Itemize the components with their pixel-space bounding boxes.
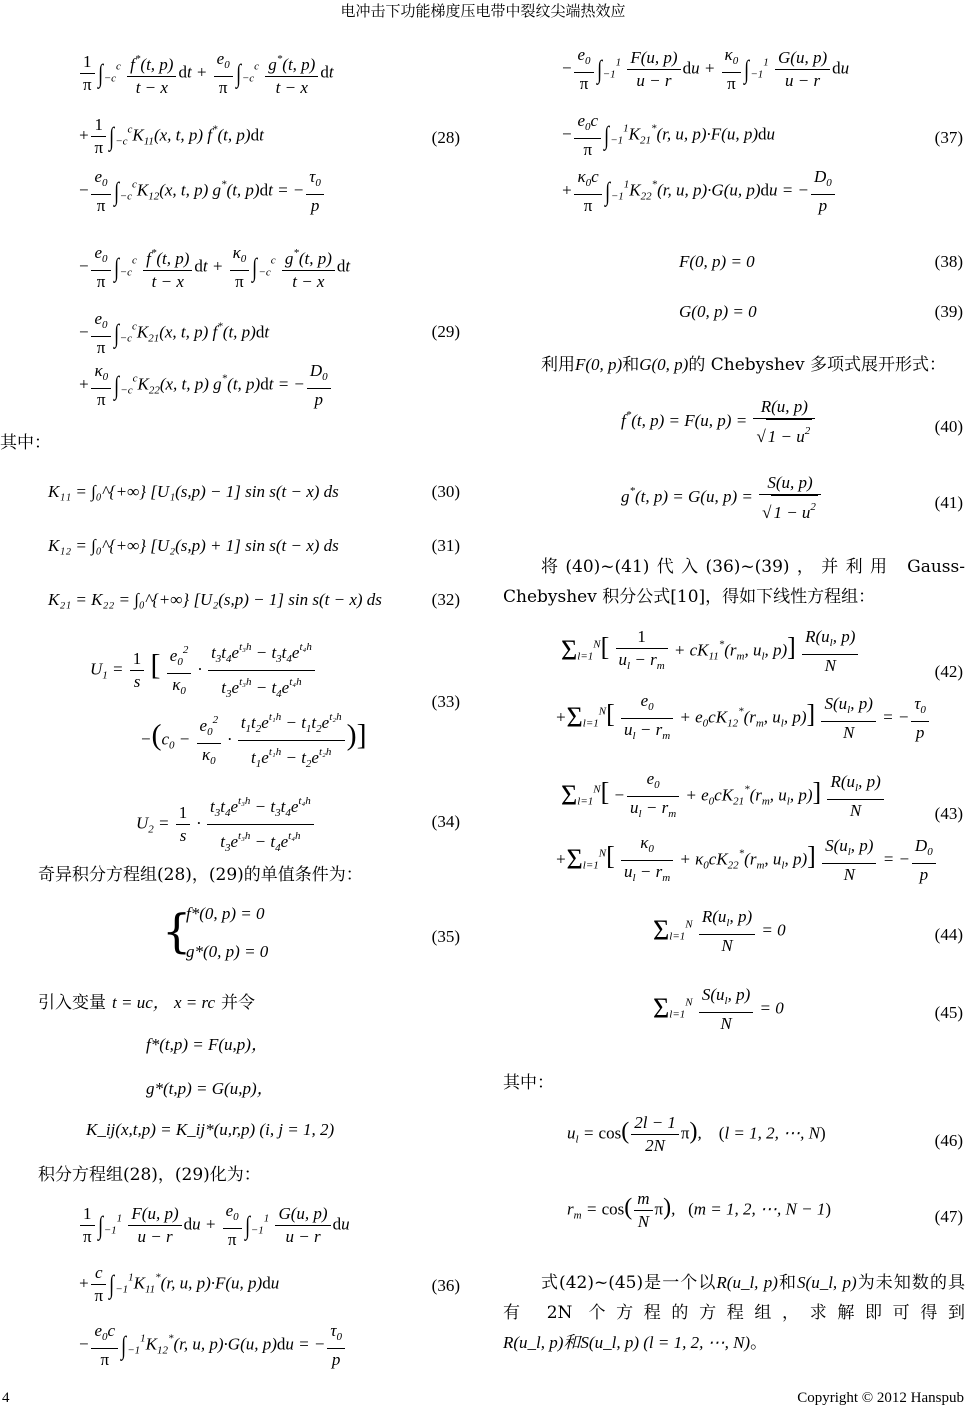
concl-d: 。	[750, 1333, 768, 1353]
Sul: S(u_l, p)	[797, 1273, 857, 1292]
left-column	[0, 40, 462, 1378]
equation-30-body: K₁₁ = ∫₀^{+∞} [U₁(s,p) − 1] sin s(t − x) ds	[48, 482, 339, 501]
equation-number: (39)	[934, 302, 963, 321]
equation-43: $\Sigma_{l=1}^N$[ − $\frac{e_0}{u_l - r_m}$ + $e_0cK_{21}^*(r_m$, $u_l$, p)] $\frac{R(u_l, p)}{N}$ $+\Sigma_{l=1}^N$[ $\frac{\kappa_0}{u_l - r_m}$ + $\kappa_0cK_{22}^*(r_m$, $u_l$, p)] $\frac{S(u_l, p)}{N}$ = − $\frac{D_0}{p}$ (43)	[555, 769, 963, 884]
equation-number: (28)	[431, 128, 460, 147]
equation-number: (34)	[431, 812, 460, 831]
running-header: 电冲击下功能梯度压电带中裂纹尖端热效应	[340, 2, 626, 20]
cheb-c: 的 Chebyshev 多项式展开形式：	[688, 355, 946, 375]
equation-38	[503, 240, 965, 284]
equation-32	[0, 578, 462, 622]
equation-35b: g*(0, p) = 0	[186, 942, 269, 961]
equation-42: $\Sigma_{l=1}^N$[ $\frac{1}{u_l - r_m}$ + $cK_{11}^*(r_m$, $u_l$, p)] $\frac{R(u_l, p)}{N}$ $+\Sigma_{l=1}^N$[ $\frac{e_0}{u_l - r_m}$ + $e_0cK_{12}^*(r_m$, $u_l$, p)] $\frac{S(u_l, p)}{N}$ = − $\frac{\tau_0}{p}$ (42)	[555, 627, 963, 742]
text-transform: 积分方程组(28)，(29)化为：	[38, 1165, 261, 1185]
equation-41: g*(t, p) = G(u, p) = $\frac{S(u, p)}{√ 1 - u^2}$ (41)	[621, 473, 963, 522]
solution-set: R(u_l, p)和S(u_l, p) (l = 1, 2, ⋯, N)	[503, 1333, 751, 1352]
equation-number: (44)	[934, 925, 963, 944]
left-brace: {	[162, 904, 192, 958]
equation-35a: f*(0, p) = 0	[186, 904, 265, 923]
equation-37: − $\frac{e_0}{\pi}$ $\int_{-1}^1$ $\frac{F(u, p)}{u - r}$ du + $\frac{\kappa_0}{\pi}$ $\int_{-1}^1$ $\frac{G(u, p)}{u - r}$ du − $\frac{e_0c}{\pi}$ $\int_{-1}^1K_{21}^*(r$, u, p)·F(u, p)du + $\frac{\kappa_0c}{\pi}$ $\int_{-1}^1K_{22}^*(r$, u, p)·G(u, p)du = − $\frac{D_0}{p}$ (37)	[561, 45, 963, 215]
t-uc: t = uc， x = rc	[112, 993, 216, 1012]
equation-number: (29)	[431, 322, 460, 341]
equation-number: (31)	[431, 536, 460, 555]
equation-46: $u_l = \cos$( $\frac{2l - 1}{2N}$ π), (l = 1, 2, ⋯, N) (46)	[567, 1113, 963, 1155]
equation-number: (46)	[934, 1131, 963, 1150]
equation-number: (40)	[934, 417, 963, 436]
page-number: 4	[2, 1390, 10, 1406]
substitution-f: f*(t,p) = F(u,p)，	[146, 1035, 268, 1054]
text-qizhong-1: 其中：	[0, 433, 51, 453]
concl-c: 为未知数的具有 2N 个方程的方程组，求解即可得到	[503, 1273, 966, 1323]
F0: F(0, p)	[575, 355, 623, 374]
equation-33: $U_1$ = $\frac{1}{s}$ [ $\frac{e_0^2}{\kappa_0}$ · $\frac{t_3t_4e^{t_3h} - t_3t_4e^{t_4h}}{t_3e^{t_3h} - t_4e^{t_4h}}$ $-(c_0$ − $\frac{e_0^2}{\kappa_0}$ · $\frac{t_1t_2e^{t_1h} - t_1t_2e^{t_2h}}{t_1e^{t_1h} - t_2e^{t_2h}}$ )] (33)	[0, 630, 462, 780]
equation-number: (47)	[934, 1207, 963, 1226]
cheb-a: 利用	[541, 355, 575, 375]
equation-number: (43)	[934, 804, 963, 823]
equation-38-body: F(0, p) = 0	[679, 252, 755, 271]
Rul: R(u_l, p)	[716, 1273, 778, 1292]
equation-32-body: K₂₁ = K₂₂ = ∫₀^{+∞} [U₂(s,p) − 1] sin s(t − x) ds	[48, 590, 382, 609]
equation-number: (41)	[934, 493, 963, 512]
text-chebyshev	[503, 350, 965, 380]
equation-40: f*(t, p) = F(u, p) = $\frac{R(u, p)}{√ 1 - u^2}$ (40)	[621, 397, 963, 446]
equation-31-body: K₁₂ = ∫₀^{+∞} [U₂(s,p) + 1] sin s(t − x) ds	[48, 536, 339, 555]
G0: G(0, p)	[639, 355, 689, 374]
substitution-g: g*(t,p) = G(u,p)，	[146, 1079, 274, 1098]
equation-44: $\Sigma_{l=1}^N$ $\frac{R(u_l, p)}{N}$ = 0 (44)	[653, 907, 963, 955]
equation-number: (32)	[431, 590, 460, 609]
text-conclusion	[503, 1268, 965, 1358]
equation-29: − $\frac{e_0}{\pi}$ $\int_{-c}^c$ $\frac{f^*(t, p)}{t - x}$ dt + $\frac{\kappa_0}{\pi}$ $\int_{-c}^c$ $\frac{g^*(t, p)}{t - x}$ dt − $\frac{e_0}{\pi}$ $\int_{-c}^cK_{21}(x$, t, p) f*(t, p)dt + $\frac{\kappa_0}{\pi}$ $\int_{-c}^cK_{22}(x$, t, p) g*(t, p)dt = − $\frac{D_0}{p}$ (29)	[78, 243, 460, 409]
concl-b: 和	[777, 1273, 798, 1293]
equation-47: $r_m = \cos$( $\frac{m}{N}$ π), (m = 1, 2, ⋯, N − 1) (47)	[567, 1189, 963, 1231]
equation-number: (36)	[431, 1276, 460, 1295]
intro-vars-b: 并令	[221, 993, 256, 1013]
equation-39	[503, 290, 965, 334]
equation-36: $\frac{1}{\pi}$ $\int_{-1}^1$ $\frac{F(u, p)}{u - r}$ du + $\frac{e_0}{\pi}$ $\int_{-1}^1$ $\frac{G(u, p)}{u - r}$ du + $\frac{c}{\pi}$ $\int_{-1}^1K_{11}^*(r$, u, p)·F(u, p)du − $\frac{e_0c}{\pi}$ $\int_{-1}^1K_{12}^*(r$, u, p)·G(u, p)du = − $\frac{\tau_0}{p}$ (36)	[78, 1201, 460, 1369]
text-substitute: 将(40)~(41)代入(36)~(39)，并利用 Gauss-Chebyshev 积分公式[10]，得如下线性方程组：	[503, 557, 965, 607]
equation-number: (33)	[431, 692, 460, 711]
equation-number: (45)	[934, 1003, 963, 1022]
intro-vars-a: 引入变量	[38, 993, 106, 1013]
equation-number: (38)	[934, 252, 963, 271]
text-single-value: 奇异积分方程组(28)，(29)的单值条件为：	[38, 865, 363, 885]
equation-31	[0, 524, 462, 568]
equation-34: $U_2$ = $\frac{1}{s}$ · $\frac{t_3t_4e^{t_3h} - t_3t_4e^{t_4h}}{t_3e^{t_3h} - t_4e^{t_4h}}$ (34)	[0, 784, 462, 854]
cheb-b: 和	[622, 355, 640, 375]
equation-30	[0, 470, 462, 514]
equation-number: (30)	[431, 482, 460, 501]
equation-number: (35)	[431, 927, 460, 946]
equation-35	[0, 896, 462, 978]
substitution-k: K_ij(x,t,p) = K_ij*(u,r,p) (i, j = 1, 2)	[86, 1120, 335, 1139]
equation-45: $\Sigma_{l=1}^N$ $\frac{S(u_l, p)}{N}$ = 0 (45)	[653, 985, 963, 1033]
concl-a: 式(42)~(45)是一个以	[541, 1273, 717, 1293]
right-column	[503, 40, 965, 1358]
equation-28: $\frac{1}{\pi}$ $\int_{-c}^c$ $\frac{f^*(t, p)}{t - x}$ dt + $\frac{e_0}{\pi}$ $\int_{-c}^c$ $\frac{g^*(t, p)}{t - x}$ dt + $\frac{1}{\pi}$ $\int_{-c}^cK_{11}(x$, t, p) f*(t, p)dt − $\frac{e_0}{\pi}$ $\int_{-c}^cK_{12}(x$, t, p) g*(t, p)dt = − $\frac{\tau_0}{p}$ (28)	[78, 49, 460, 215]
copyright: Copyright © 2012 Hanspub	[797, 1390, 964, 1406]
equation-39-body: G(0, p) = 0	[679, 302, 757, 321]
equation-number: (42)	[934, 662, 963, 681]
text-qizhong-2: 其中：	[503, 1073, 554, 1093]
text-intro-vars	[0, 988, 462, 1018]
equation-number: (37)	[934, 128, 963, 147]
